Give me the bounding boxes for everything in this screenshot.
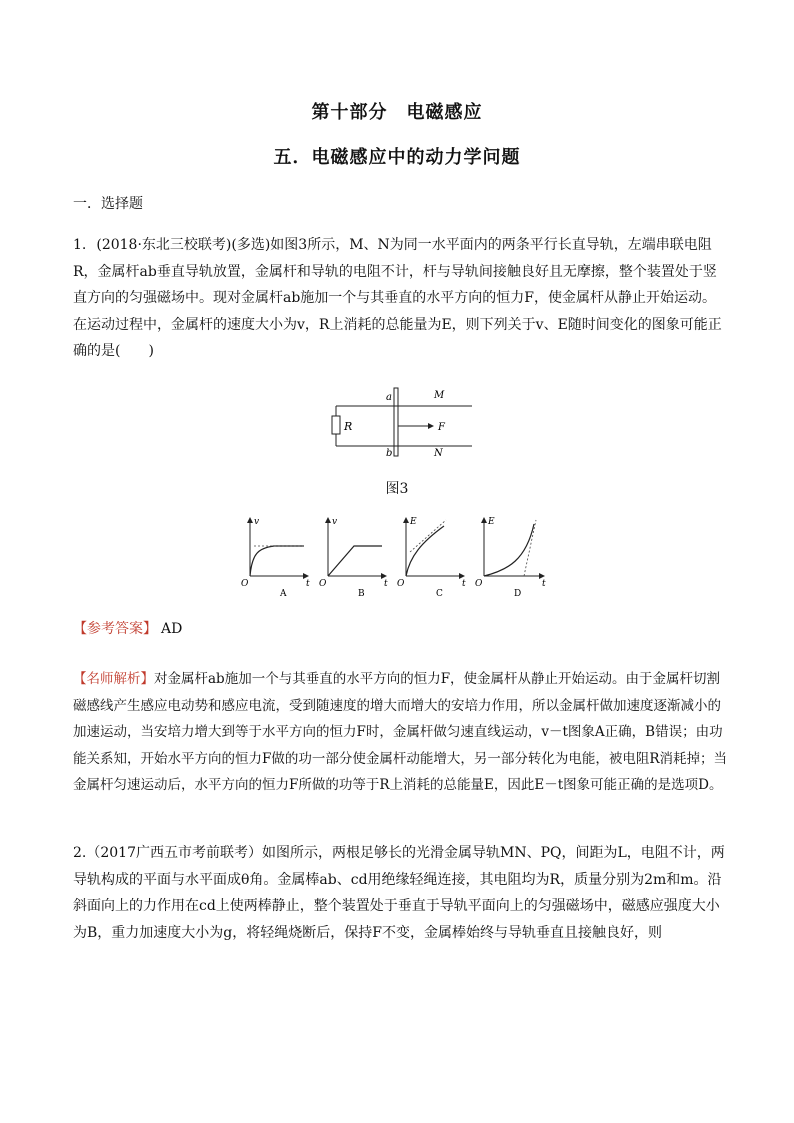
origin-d: O (475, 579, 483, 589)
part-title: 第十部分 电磁感应 (311, 102, 483, 123)
origin-b: O (319, 579, 327, 589)
origin-c: O (397, 579, 405, 589)
graph-b (319, 517, 388, 599)
label-F: F (438, 422, 445, 433)
axis-y-a: v (254, 517, 260, 527)
curve-a (250, 546, 304, 576)
option-label-d: D (514, 589, 522, 599)
analysis (73, 666, 729, 799)
chapter-title: 五．电磁感应中的动力学问题 (273, 147, 521, 168)
option-label-a: A (280, 589, 287, 599)
circuit-figure (330, 384, 480, 460)
label-N: N (434, 448, 443, 459)
axis-y-d: E (488, 517, 495, 527)
axis-y-b: v (332, 517, 338, 527)
axis-x-d: t (542, 579, 546, 589)
axis-y-c: E (410, 517, 417, 527)
question-1 (73, 232, 729, 365)
axis-x-b: t (384, 579, 388, 589)
resistor-label: R (344, 420, 353, 433)
option-label-c: C (436, 589, 443, 599)
origin-a: O (241, 579, 249, 589)
question-2: 2.（2017广西五市考前联考）如图所示，两根足够长的光滑金属导轨MN、PQ，间距为L，电阻不计，两导轨构成的平面与水平面成θ角。金属棒ab、cd用绝缘轻绳连接，其电阻均为R，质量分别为2m和m。沿斜面向上的力作用在cd上使两棒静止，整个装置处于垂直于导轨平面向上的匀强磁场中，磁感应强度大小为B，重力加速度大小为g，将轻绳烧断后，保持F不变，金属棒始终与导轨垂直且接触良好，则 (73, 845, 725, 941)
graph-c (397, 517, 466, 599)
option-graphs (238, 512, 558, 600)
label-a: a (386, 392, 392, 403)
option-label-b: B (358, 589, 365, 599)
label-b: b (386, 448, 393, 459)
section-heading: 一．选择题 (73, 196, 143, 212)
analysis-text: 对金属杆ab施加一个与其垂直的水平方向的恒力F，使金属杆从静止开始运动。由于金属杆切割磁感线产生感应电动势和感应电流，受到随速度的增大而增大的安培力作用，所以金属杆做加速度逐渐减小的加速运动，当安培力增大到等于水平方向的恒力F时，金属杆做匀速直线运动，v－t图象A正确，B错误；由功能关系知，开始水平方向的恒力F做的功一部分使金属杆动能增大，另一部分转化为电能，被电阻R消耗掉；当金属杆匀速运动后，水平方向的恒力F所做的功等于R上消耗的总能量E，因此E－t图象可能正确的是选项D。 (73, 671, 728, 793)
resistor (332, 416, 340, 434)
answer-value: AD (161, 621, 183, 637)
curve-d (484, 524, 534, 576)
label-M: M (434, 390, 445, 401)
axis-x-a: t (306, 579, 310, 589)
question-number: 1. (73, 237, 87, 253)
figure-caption: 图3 (385, 481, 409, 497)
analysis-label: 【名师解析】 (73, 671, 154, 687)
curve-b (328, 546, 382, 576)
axis-x-c: t (462, 579, 466, 589)
graph-a (241, 517, 310, 599)
question-text: (2018·东北三校联考)(多选)如图3所示，M、N为同一水平面内的两条平行长直导轨，左端串联电阻R，金属杆ab垂直导轨放置，金属杆和导轨的电阻不计，杆与导轨间接触良好且无摩擦，整个装置处于竖直方向的匀强磁场中。现对金属杆ab施加一个与其垂直的水平方向的恒力F，使金属杆从静止开始运动。在运动过程中，金属杆的速度大小为v，R上消耗的总能量为E，则下列关于v、E随时间变化的图象可能正确的是( ) (73, 237, 722, 359)
answer-label: 【参考答案】 (73, 621, 157, 637)
answer-line (73, 618, 182, 638)
graph-d (475, 517, 546, 599)
